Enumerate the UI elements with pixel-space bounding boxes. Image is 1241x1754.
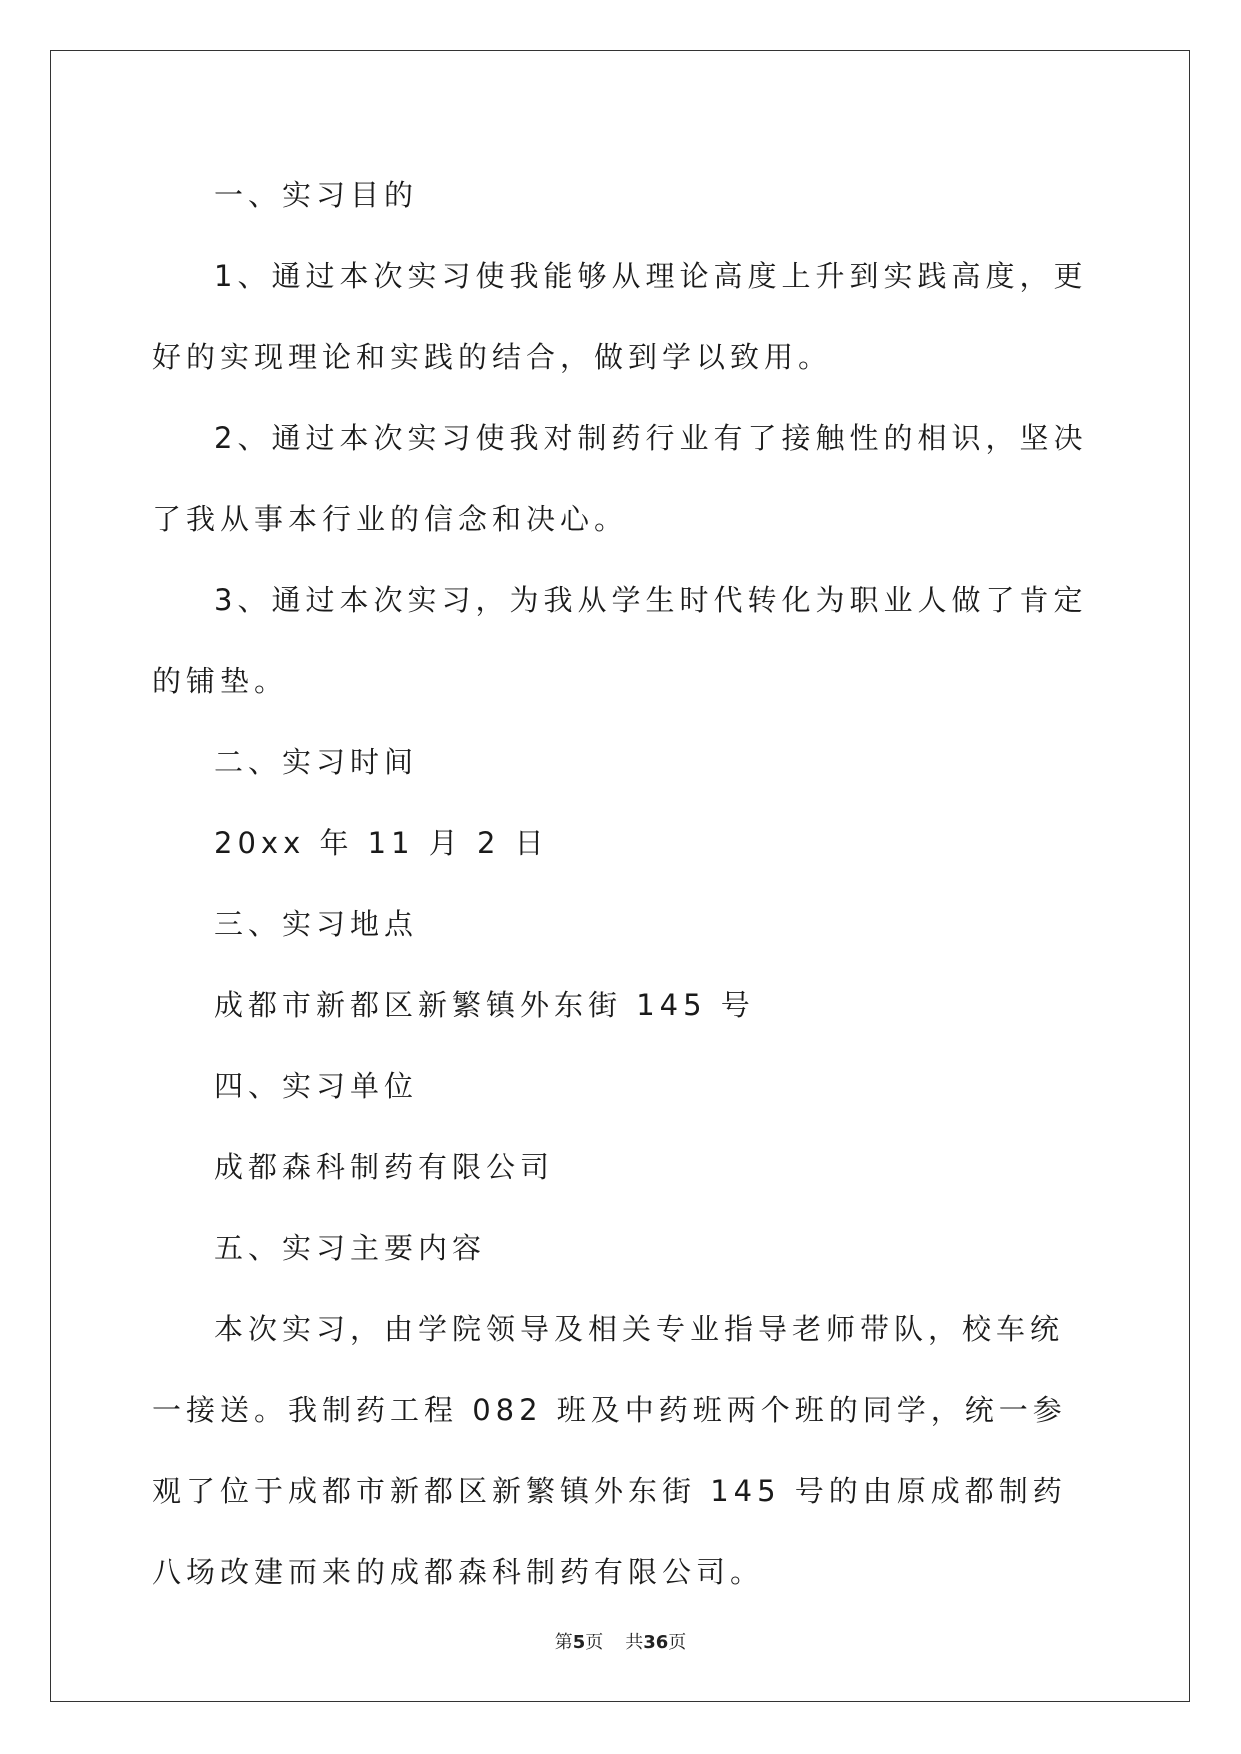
heading-purpose: 一、实习目的 — [214, 178, 419, 212]
footer-page-prefix: 第 — [554, 1632, 573, 1653]
paragraph-unit: 成都森科制药有限公司 — [214, 1150, 555, 1184]
paragraph-purpose-3: 3、通过本次实习，为我从学生时代转化为职业人做了肯定的铺垫。 — [152, 583, 1088, 698]
footer-total-prefix: 共 — [625, 1632, 644, 1653]
document-body — [152, 155, 1092, 1613]
paragraph-location: 成都市新都区新繁镇外东街 145 号 — [214, 988, 755, 1022]
paragraph-purpose-2: 2、通过本次实习使我对制药行业有了接触性的相识，坚决了我从事本行业的信念和决心。 — [152, 421, 1088, 536]
paragraph-content: 本次实习，由学院领导及相关专业指导老师带队，校车统一接送。我制药工程 082 班及中药班两个班的同学，统一参观了位于成都市新都区新繁镇外东街 145 号的由原成都制药八场改建而来的成都森科制药有限公司。 — [152, 1312, 1067, 1589]
heading-content: 五、实习主要内容 — [214, 1231, 487, 1265]
footer-page-suffix: 页 — [585, 1632, 604, 1653]
page-footer — [0, 1628, 1241, 1654]
footer-page-number: 5 — [572, 1632, 586, 1653]
heading-unit: 四、实习单位 — [214, 1069, 419, 1103]
paragraph-time: 20xx 年 11 月 2 日 — [214, 826, 549, 860]
heading-location: 三、实习地点 — [214, 907, 419, 941]
footer-total-suffix: 页 — [668, 1632, 687, 1653]
footer-total-pages: 36 — [643, 1632, 669, 1653]
paragraph-purpose-1: 1、通过本次实习使我能够从理论高度上升到实践高度，更好的实现理论和实践的结合，做到学以致用。 — [152, 259, 1088, 374]
heading-time: 二、实习时间 — [214, 745, 419, 779]
